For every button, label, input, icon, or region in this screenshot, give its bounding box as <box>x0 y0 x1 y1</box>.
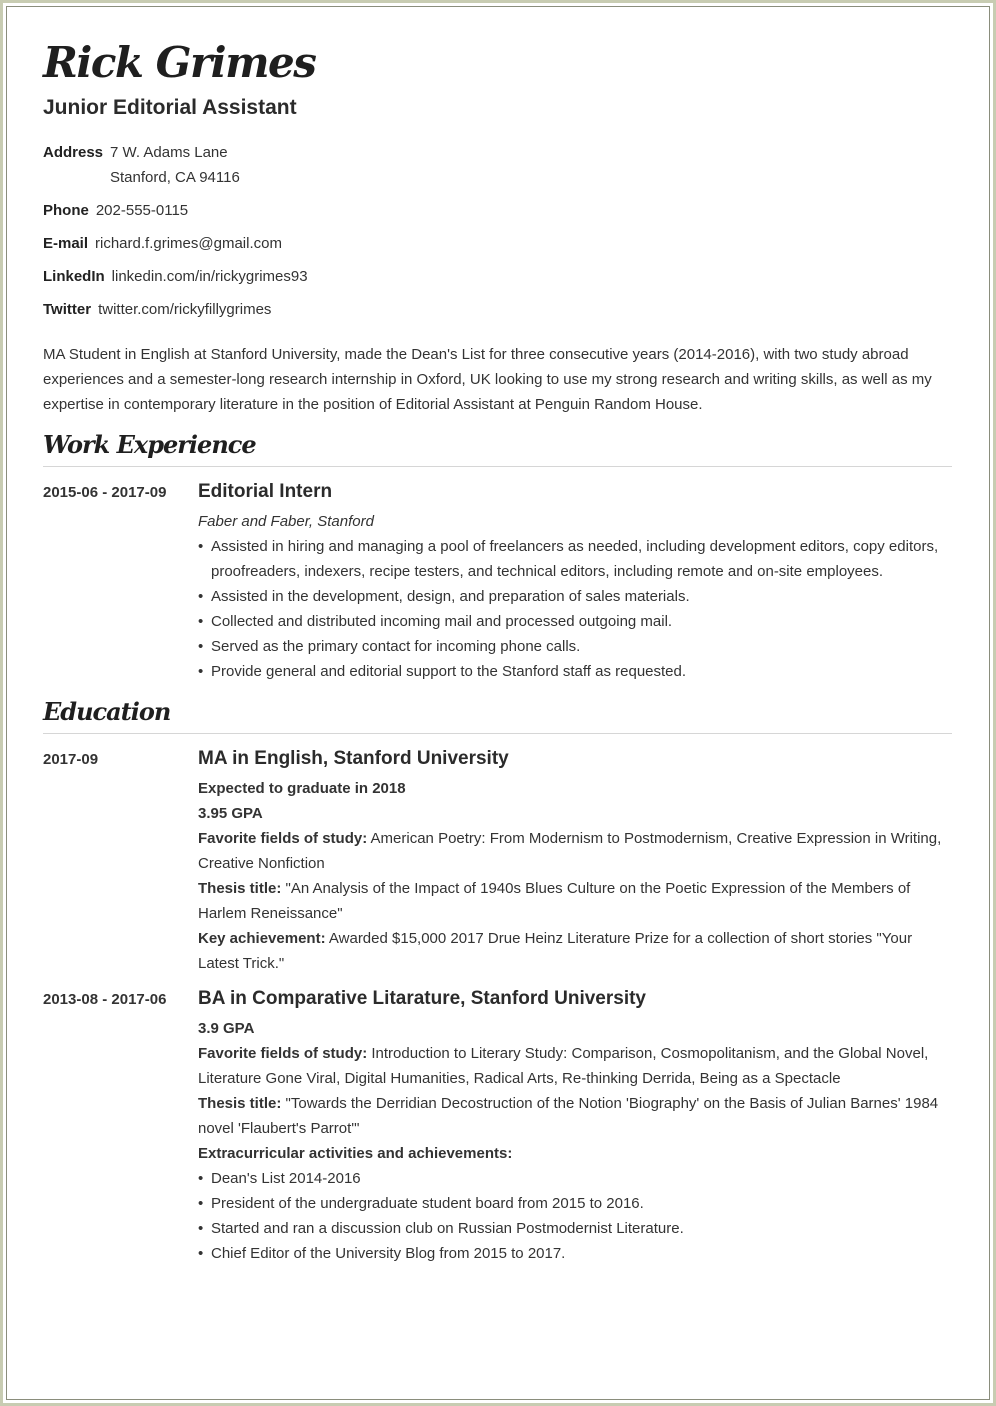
twitter-label: Twitter <box>43 301 92 318</box>
address-label: Address <box>43 144 104 161</box>
fields-of-study: Favorite fields of study: American Poetry: From Modernism to Postmodernism, Creative Expression in Writing, Creative Nonfiction <box>198 830 942 872</box>
list-item: • President of the undergraduate student board from 2015 to 2016. <box>198 1191 952 1216</box>
contact-phone <box>43 202 188 219</box>
job-title: Junior Editorial Assistant <box>43 96 297 119</box>
list-item: • Chief Editor of the University Blog from 2015 to 2017. <box>198 1241 952 1266</box>
list-item: • Provide general and editorial support to the Stanford staff as requested. <box>198 659 952 684</box>
job-entry <box>198 480 952 684</box>
section-divider <box>43 466 952 467</box>
gpa: 3.95 GPA <box>198 805 263 822</box>
phone-label: Phone <box>43 202 89 219</box>
thesis: Thesis title: "Towards the Derridian Decostruction of the Notion 'Biography' on the Basis of Julian Barnes' 1984 novel 'Flaubert's Parrot'" <box>198 1095 939 1137</box>
address-line2: Stanford, CA 94116 <box>110 169 240 186</box>
contact-address <box>43 144 240 186</box>
contact-twitter <box>43 301 271 318</box>
section-divider <box>43 733 952 734</box>
email-value: richard.f.grimes@gmail.com <box>95 235 282 252</box>
email-label: E-mail <box>43 235 89 252</box>
linkedin-label: LinkedIn <box>43 268 105 285</box>
list-item: • Assisted in hiring and managing a pool of freelancers as needed, including development editors, copy editors, proofreaders, indexers, recipe testers, and technical editors, including remote and on-site employees. <box>198 534 952 584</box>
extracurricular-list <box>198 1166 952 1266</box>
candidate-name: Rick Grimes <box>43 38 316 87</box>
list-item: • Collected and distributed incoming mail and processed outgoing mail. <box>198 609 952 634</box>
profile-summary: MA Student in English at Stanford University, made the Dean's List for three consecutive years (2014-2016), with two study abroad experiences and a semester-long research internship in Oxford, UK looking to use my strong research and writing skills, as well as my expertise in contemporary literature in the position of Editorial Assistant at Penguin Random House. <box>43 346 932 413</box>
contact-linkedin <box>43 268 308 285</box>
education-dates: 2017-09 <box>43 751 99 768</box>
expected-graduation: Expected to graduate in 2018 <box>198 780 406 797</box>
fields-of-study: Favorite fields of study: Introduction to Literary Study: Comparison, Cosmopolitanism, and the Global Novel, Literature Gone Viral, Digital Humanities, Radical Arts, Re-thinking Derrida, Being as a Spectacle <box>198 1045 929 1087</box>
linkedin-value: linkedin.com/in/rickygrimes93 <box>111 268 308 285</box>
thesis: Thesis title: "An Analysis of the Impact of 1940s Blues Culture on the Poetic Expression of the Members of Harlem Reneissance" <box>198 880 911 922</box>
job-company: Faber and Faber, Stanford <box>198 513 374 530</box>
list-item: • Assisted in the development, design, and preparation of sales materials. <box>198 584 952 609</box>
job-duties <box>198 534 952 684</box>
key-achievement: Key achievement: Awarded $15,000 2017 Drue Heinz Literature Prize for a collection of short stories "Your Latest Trick." <box>198 930 913 972</box>
education-dates: 2013-08 - 2017-06 <box>43 991 167 1008</box>
list-item: • Started and ran a discussion club on Russian Postmodernist Literature. <box>198 1216 952 1241</box>
job-position: Editorial Intern <box>198 481 333 502</box>
degree-title: BA in Comparative Litarature, Stanford University <box>198 988 647 1009</box>
section-title-work: Work Experience <box>43 430 256 459</box>
degree-title: MA in English, Stanford University <box>198 748 509 769</box>
twitter-value: twitter.com/rickyfillygrimes <box>98 301 272 318</box>
list-item: • Served as the primary contact for incoming phone calls. <box>198 634 952 659</box>
list-item: • Dean's List 2014-2016 <box>198 1166 952 1191</box>
education-entry <box>198 987 952 1266</box>
extracurricular-label: Extracurricular activities and achievements: <box>198 1145 513 1162</box>
address-line1: 7 W. Adams Lane <box>110 144 228 161</box>
section-title-education: Education <box>43 697 171 726</box>
contact-email <box>43 235 282 252</box>
job-dates: 2015-06 - 2017-09 <box>43 484 167 501</box>
education-entry <box>198 747 952 976</box>
gpa: 3.9 GPA <box>198 1020 255 1037</box>
phone-value: 202-555-0115 <box>95 202 189 219</box>
